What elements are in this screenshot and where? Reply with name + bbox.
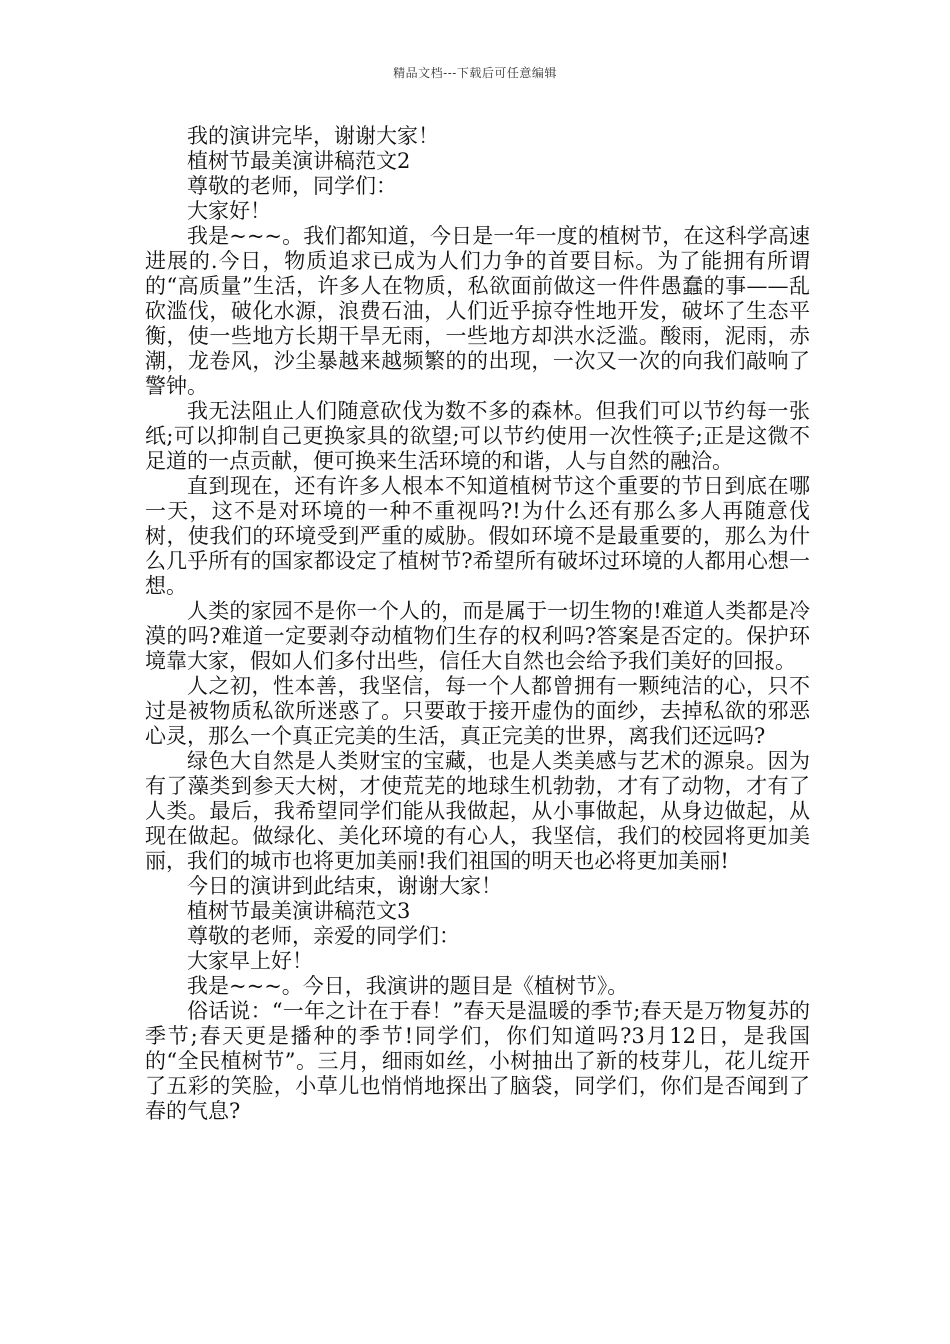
paragraph: 我无法阻止人们随意砍伐为数不多的森林。但我们可以节约每一张纸;可以抑制自己更换家具的欲望;可以节约使用一次性筷子;正是这微不足道的一点贡献，便可换来生活环境的和谐，人与自然的融洽。 xyxy=(145,399,810,473)
paragraph: 人类的家园不是你一个人的，而是属于一切生物的!难道人类都是冷漠的吗?难道一定要剥夺动植物们生存的权利吗?答案是否定的。保护环境靠大家，假如人们多付出些，信任大自然也会给予我们美好的回报。 xyxy=(145,599,810,673)
document-body xyxy=(145,124,810,1124)
paragraph: 今日的演讲到此结束，谢谢大家！ xyxy=(187,874,502,898)
greeting: 大家早上好！ xyxy=(187,949,313,973)
greeting: 大家好！ xyxy=(187,199,271,223)
paragraph: 我是~~~。我们都知道，今日是一年一度的植树节，在这科学高速进展的.今日，物质追求已成为人们力争的首要目标。为了能拥有所谓的“高质量”生活，许多人在物质，私欲面前做这一件件愚蠢的事——乱砍滥伐，破化水源，浪费石油，人们近乎掠夺性地开发，破坏了生态平衡，使一些地方长期干旱无雨，一些地方却洪水泛滥。酸雨，泥雨，赤潮，龙卷风，沙尘暴越来越频繁的的出现，一次又一次的向我们敲响了警钟。 xyxy=(145,224,810,398)
page-header: 精品文档---下载后可任意编辑 xyxy=(393,66,557,80)
paragraph: 我是~~~。今日，我演讲的题目是《植树节》。 xyxy=(187,974,629,998)
paragraph: 直到现在，还有许多人根本不知道植树节这个重要的节日到底在哪一天，这不是对环境的一种不重视吗?!为什么还有那么多人再随意伐树，使我们的环境受到严重的威胁。假如环境不是最重要的，那么为什么几乎所有的国家都设定了植树节?希望所有破坏过环境的人都用心想一想。 xyxy=(145,474,810,598)
section-title: 植树节最美演讲稿范文3 xyxy=(187,899,411,923)
section-title: 植树节最美演讲稿范文2 xyxy=(187,149,411,173)
salutation: 尊敬的老师，亲爱的同学们： xyxy=(187,924,460,948)
paragraph: 人之初，性本善，我坚信，每一个人都曾拥有一颗纯洁的心，只不过是被物质私欲所迷惑了。只要敢于接开虚伪的面纱，去掉私欲的邪恶心灵，那么一个真正完美的生活，真正完美的世界，离我们还远吗? xyxy=(145,674,810,748)
paragraph: 俗话说：“一年之计在于春！”春天是温暖的季节;春天是万物复苏的季节;春天更是播种的季节!同学们，你们知道吗?3月12日，是我国的“全民植树节”。三月，细雨如丝，小树抽出了新的枝芽儿，花儿绽开了五彩的笑脸，小草儿也悄悄地探出了脑袋，同学们，你们是否闻到了春的气息? xyxy=(145,999,810,1123)
paragraph: 我的演讲完毕，谢谢大家！ xyxy=(187,124,439,148)
salutation: 尊敬的老师，同学们： xyxy=(187,174,397,198)
paragraph: 绿色大自然是人类财宝的宝藏，也是人类美感与艺术的源泉。因为有了藻类到参天大树，才使荒芜的地球生机勃勃，才有了动物，才有了人类。最后，我希望同学们能从我做起，从小事做起，从身边做起，从现在做起。做绿化、美化环境的有心人，我坚信，我们的校园将更加美丽，我们的城市也将更加美丽!我们祖国的明天也必将更加美丽! xyxy=(145,749,810,873)
